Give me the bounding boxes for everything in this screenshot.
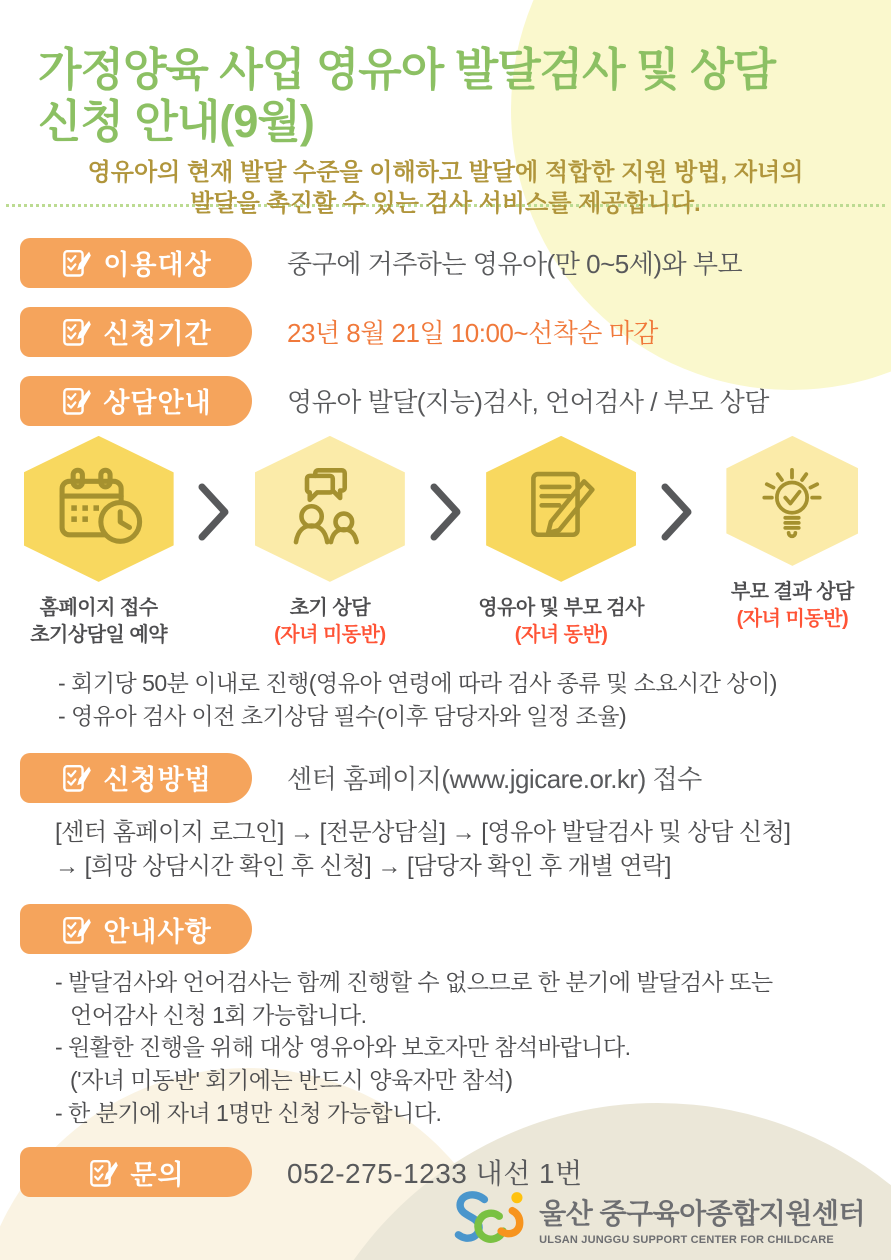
chevron-right-icon: [660, 480, 694, 544]
chevron-right-icon: [197, 480, 231, 544]
guidance-note-continued: 언어감사 신청 1회 가능합니다.: [70, 1001, 367, 1028]
hexagon: [486, 436, 636, 582]
page-title-line2: 신청 안내(9월): [38, 96, 314, 148]
subtitle-line2: 발달을 촉진할 수 있는 검사 서비스를 제공합니다.: [190, 189, 701, 217]
process-steps: [0, 436, 891, 649]
application-method-text: 센터 홈페이지(www.jgicare.or.kr) 접수: [287, 764, 702, 795]
logo-mark-icon: [451, 1188, 529, 1250]
chevron-right-icon: [429, 480, 463, 544]
badge-target-audience: [20, 238, 252, 288]
clipboard-pen-icon: [60, 315, 93, 348]
logo-text: [539, 1192, 865, 1246]
logo-korean-name: 울산 중구육아종합지원센터: [539, 1198, 865, 1229]
badge-label: 문의: [130, 1159, 185, 1190]
clipboard-pen-icon: [60, 246, 93, 279]
badge-contact: [20, 1147, 252, 1197]
clipboard-pen-icon: [60, 384, 93, 417]
step-label: 홈페이지 접수 초기상담일 예약: [30, 596, 168, 646]
step-result-counseling: [694, 436, 891, 633]
subtitle-line1: 영유아의 현재 발달 수준을 이해하고 발달에 적합한 지원 방법, 자녀의: [87, 159, 804, 187]
badge-label: 상담안내: [103, 388, 212, 419]
guidance-note: - 한 분기에 자녀 1명만 신청 가능합니다.: [55, 1099, 442, 1126]
center-logo: [451, 1188, 865, 1250]
step-initial-counseling: [231, 436, 428, 649]
process-notes: [58, 667, 891, 734]
section-row-apply: [20, 753, 891, 803]
step-child-parent-test: [463, 436, 660, 649]
guidance-note: - 발달검사와 언어검사는 함께 진행할 수 없으므로 한 분기에 발달검사 또는: [55, 969, 773, 996]
badge-label: 신청방법: [103, 765, 212, 796]
target-audience-text: 중구에 거주하는 영유아(만 0~5세)와 부모: [287, 249, 743, 280]
section-row-guide: [20, 904, 891, 954]
chat-people-icon: [282, 463, 378, 555]
step-homepage-registration: [0, 436, 197, 649]
badge-label: 신청기간: [103, 319, 212, 350]
badge-application-period: [20, 307, 252, 357]
badge-label: 안내사항: [103, 916, 212, 947]
application-flow-line2: → [희망 상담시간 확인 후 신청] → [담당자 확인 후 개별 연락]: [55, 853, 671, 881]
clipboard-pen-icon: [60, 761, 93, 794]
guidance-notes: [55, 966, 891, 1129]
lightbulb-check-icon: [749, 459, 835, 543]
badge-application-method: [20, 753, 252, 803]
calendar-clock-icon: [51, 463, 147, 555]
section-row-counsel: [20, 376, 891, 426]
process-note: - 영유아 검사 이전 초기상담 필수(이후 담당자와 일정 조율): [58, 703, 627, 730]
section-row-target: [20, 238, 891, 288]
hexagon: [255, 436, 405, 582]
clipboard-pen-icon: [60, 913, 93, 946]
document-pencil-icon: [513, 463, 609, 555]
clipboard-pen-icon: [87, 1156, 120, 1189]
section-row-period: [20, 307, 891, 357]
process-note: - 회기당 50분 이내로 진행(영유아 연령에 따라 검사 종류 및 소요시간 상이): [58, 669, 777, 696]
subtitle: [0, 158, 891, 218]
badge-label: 이용대상: [103, 250, 212, 281]
badge-guidance: [20, 904, 252, 954]
guidance-note: - 원활한 진행을 위해 대상 영유아와 보호자만 참석바랍니다.: [55, 1034, 631, 1061]
application-flow: [55, 816, 891, 886]
page-title-line1: 가정양육 사업 영유아 발달검사 및 상담: [38, 44, 776, 95]
contact-phone-text: 052-275-1233 내선 1번: [287, 1158, 583, 1190]
application-flow-line1: [센터 홈페이지 로그인] → [전문상담실] → [영유아 발달검사 및 상담 신청]: [55, 818, 791, 846]
page-title: [38, 44, 853, 148]
application-period-text: 23년 8월 21일 10:00~선착순 마감: [287, 318, 658, 349]
step-label: 부모 결과 상담 (자녀 미동반): [730, 580, 854, 630]
counseling-info-text: 영유아 발달(지능)검사, 언어검사 / 부모 상담: [287, 387, 769, 418]
hexagon: [726, 436, 858, 566]
logo-english-name: ULSAN JUNGGU SUPPORT CENTER FOR CHILDCARE: [539, 1234, 834, 1246]
guidance-note-continued: ('자녀 미동반' 회기에는 반드시 양육자만 참석): [70, 1067, 513, 1094]
hexagon: [24, 436, 174, 582]
badge-counseling-info: [20, 376, 252, 426]
step-label: 영유아 및 부모 검사 (자녀 동반): [478, 596, 644, 646]
step-label: 초기 상담 (자녀 미동반): [274, 596, 386, 646]
